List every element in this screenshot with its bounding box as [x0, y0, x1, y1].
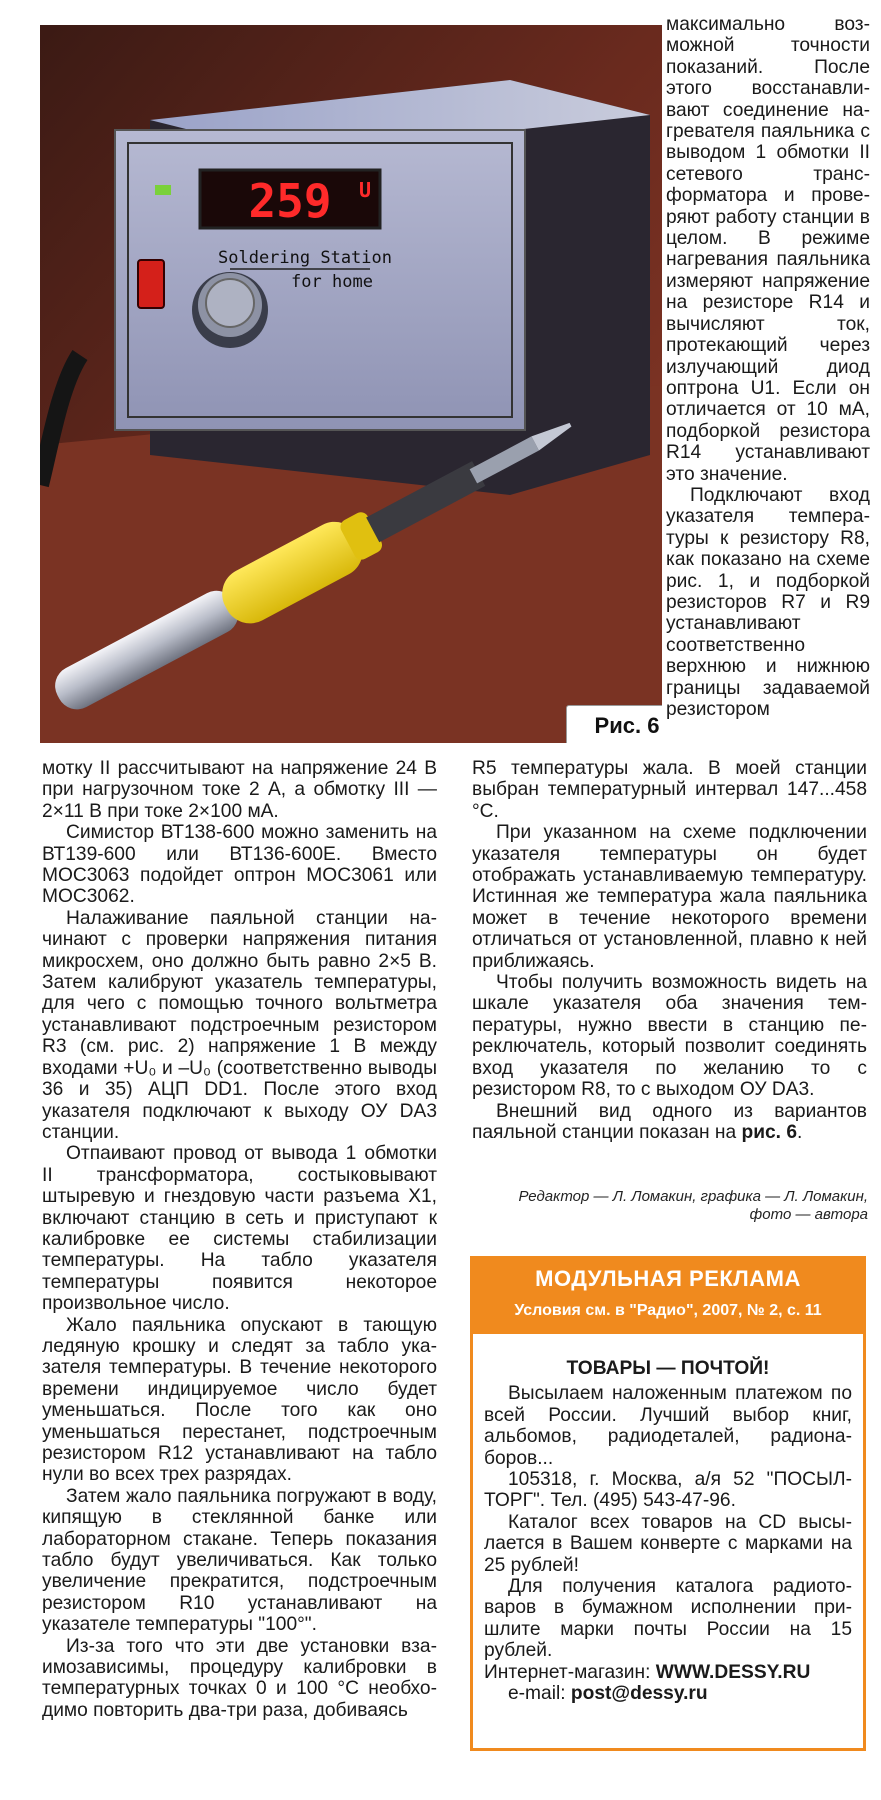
ad-heading: ТОВАРЫ — ПОЧТОЙ!: [566, 1358, 770, 1379]
text-column-right: [472, 758, 867, 1143]
editor-credit: [472, 1188, 868, 1224]
temperature-knob-icon: [206, 279, 254, 327]
power-switch-icon: [138, 260, 164, 308]
editor-credit-line2: фото — автора: [749, 1206, 868, 1223]
ad-email-link[interactable]: post@dessy.ru: [570, 1683, 708, 1705]
ad-paragraph: Для получения каталога радиотоваров в бумажном исполнении пришлите марки почты России на 15 рублей.: [484, 1576, 852, 1662]
paragraph: Отпаивают провод от вывода 1 обмотки II трансформатора, состыковывают штыревую и гнездовую части разъема Х1, включают станцию в сеть и приступают к калибровке ее системы стабилизации температуры. На табло указателя температуры появится некоторое произвольное число.: [42, 1143, 437, 1315]
ad-paragraph: 105318, г. Москва, а/я 52 "ПОСЫЛТОРГ". Тел. (495) 543-47-96.: [484, 1469, 852, 1512]
paragraph: Чтобы получить возможность видеть на шкале указателя оба значения температуры, нужно ввести в станцию переключатель, который позволит соединять вход указателя по желанию то с резистором R8, то с выходом ОУ DA3.: [472, 972, 867, 1101]
power-led-icon: [155, 185, 171, 195]
ad-body: [484, 1358, 852, 1705]
paragraph: Из-за того что эти две установки взаимозависимы, процедуру калибровки в температурных точках 0 и 100 °С необходимо повторить два-три раза, добиваясь: [42, 1635, 437, 1721]
paragraph: максимально возможной точности показаний. После этого восстанавливают соединение нагревателя паяльника с выводом 1 обмотки II сетевого трансформатора и проверяют работу станции в целом. В режиме нагревания паяльника измеряют напряжение на резисторе R14 и вычисляют ток, протекающий через излучающий диод оптрона U1. Если он отличается от 10 мА, подборкой резистора R14 устанавливают это значение.: [666, 14, 870, 485]
ad-shop-label: Интернет-магазин:: [484, 1661, 656, 1683]
paragraph: Затем жало паяльника погружают в воду, кипящую в стеклянной банке или лабораторном стакане. Теперь показания табло будут увеличиваться. Как только увеличение прекратится, подстроечным резистором R10 устанавливают на указателе температуры "100°".: [42, 1485, 437, 1636]
ad-email-label: e-mail:: [508, 1683, 571, 1705]
text-column-left: [42, 758, 437, 1721]
soldering-station-photo: [40, 25, 662, 743]
photo-illustration: [40, 25, 662, 743]
ad-paragraph: Высылаем наложенным платежом по всей России. Лучший выбор книг, альбомов, радиодеталей, радионаборов...: [484, 1383, 852, 1469]
ad-subtitle: Условия см. в "Радио", 2007, № 2, с. 11: [514, 1302, 822, 1319]
paragraph: мотку II рассчитывают на напряжение 24 В при нагрузочном токе 2 А, а обмотку III — 2×11 В при токе 2×100 мА.: [42, 758, 437, 822]
ad-title: МОДУЛЬНАЯ РЕКЛАМА: [535, 1266, 801, 1291]
paragraph: [472, 1101, 867, 1144]
ad-shop-link[interactable]: WWW.DESSY.RU: [655, 1661, 811, 1683]
paragraph: Симистор ВТ138-600 можно заменить на ВТ139-600 или ВТ136-600Е. Вместо МОС3063 подойдет оптрон МОС3061 или МОС3062.: [42, 822, 437, 908]
ad-email-line: [484, 1683, 852, 1704]
ad-shop-line: [484, 1662, 852, 1683]
text-column-top-right: [666, 14, 870, 720]
display-unit: U: [358, 178, 372, 202]
paragraph: Налаживание паяльной станции начинают с проверки напряжения питания микросхем, оно должно быть равно 2×5 В. Затем калибруют указатель температуры, для чего с помощью точного вольтметра устанавливают подстроечным резистором R3 (см. рис. 2) напряжение 1 В между входами +U₀ и –U₀ (соответственно выводы 36 и 35) АЦП DD1. После этого вход указателя подключают к выходу ОУ DA3 станции.: [42, 907, 437, 1143]
ad-header: [470, 1256, 866, 1334]
panel-label-line2: for home: [291, 272, 373, 292]
paragraph-end: .: [797, 1121, 803, 1143]
paragraph: R5 температуры жала. В моей станции выбран температурный интервал 147...458 °С.: [472, 758, 867, 822]
paragraph: Жало паяльника опускают в тающую ледяную крошку и следят за табло указателя температуры. В течение некоторого времени индицируемое число будет уменьшаться. После того как оно уменьшаться перестанет, подстроечным резистором R12 устанавливают на табло нули во всех трех разрядах.: [42, 1314, 437, 1486]
paragraph: Подключают вход указателя температуры к резистору R8, как показано на схеме рис. 1, и подборкой резисторов R7 и R9 устанавливают соответственно верхнюю и нижнюю границы задаваемой резистором: [666, 484, 870, 720]
ad-paragraph: Каталог всех товаров на CD высылается в Вашем конверте с марками на 25 рублей!: [484, 1511, 852, 1576]
figure-label: Рис. 6: [566, 705, 662, 743]
display-reading: 259: [248, 174, 332, 228]
figure-reference: рис. 6: [741, 1121, 798, 1143]
paragraph: При указанном на схеме подключении указателя температуры он будет отображать устанавливаемую температуру. Истинная же температура жала паяльника может в течение некоторого времени отличаться от установленной, плавно к ней приближаясь.: [472, 822, 867, 972]
panel-label-line1: Soldering Station: [218, 248, 392, 268]
editor-credit-line1: Редактор — Л. Ломакин, графика — Л. Ломакин,: [518, 1188, 868, 1205]
paragraph-text: Внешний вид одного из вариантов паяльной станции показан на: [472, 1100, 867, 1143]
